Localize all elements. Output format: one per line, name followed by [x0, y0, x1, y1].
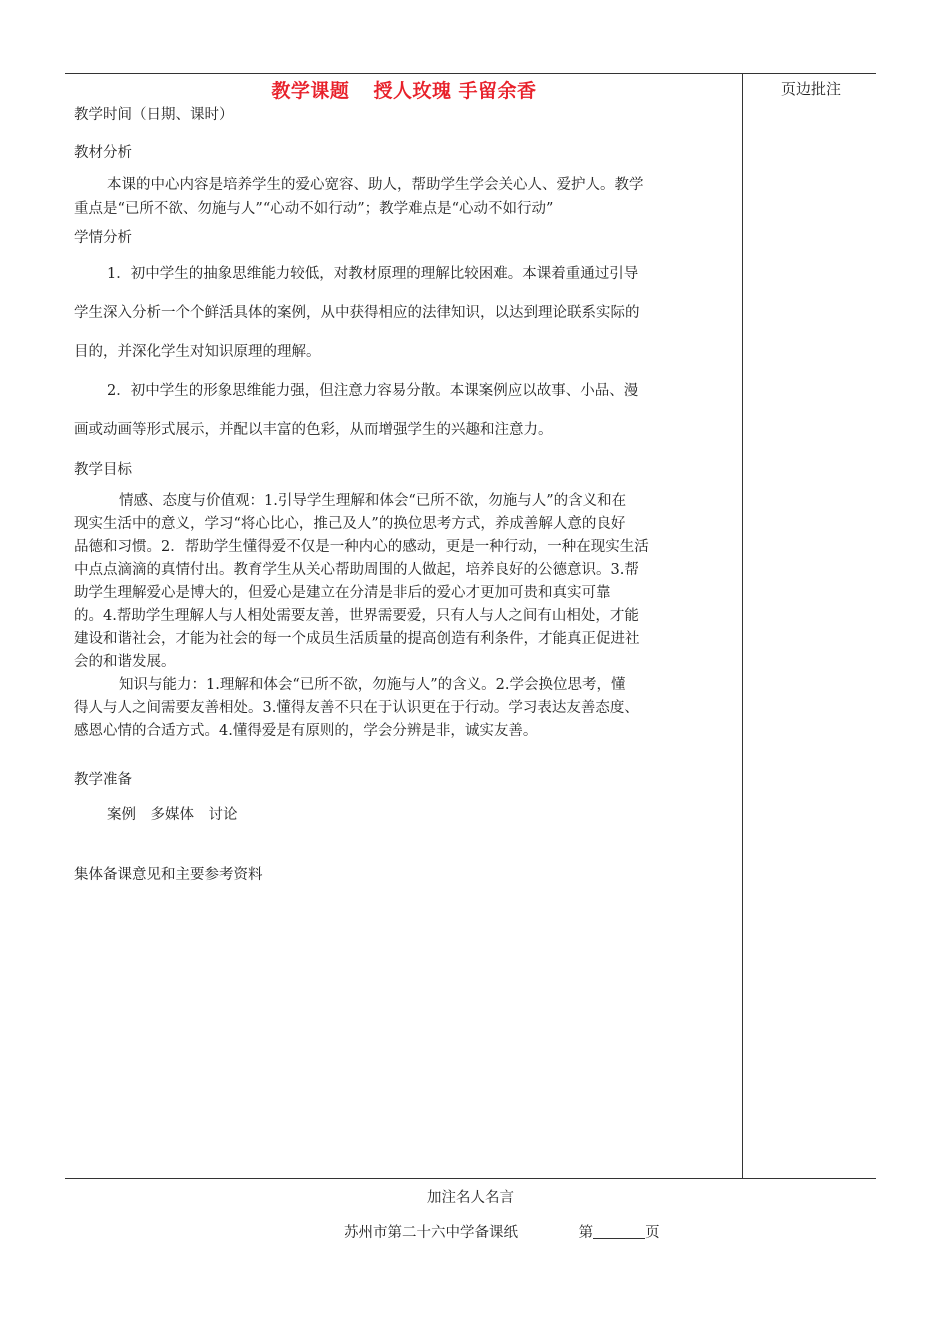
- goals-a-line-1: 情感、态度与价值观：1.引导学生理解和体会“已所不欲，勿施与人”的含义和在: [119, 493, 627, 509]
- goals-a-line-7: 建设和谐社会，才能为社会的每一个成员生活质量的提高创造有利条件，才能真正促进社: [74, 631, 640, 647]
- goals-a-line-8: 会的和谐发展。: [74, 654, 176, 670]
- goals-paragraph-attitude: [74, 490, 736, 743]
- famous-quote-label: 加注名人名言: [427, 1190, 514, 1206]
- material-line-1: 本课的中心内容是培养学生的爱心宽容、助人，帮助学生学会关心人、爱护人。教学: [107, 177, 644, 193]
- goals-a-line-3: 品德和习惯。2．帮助学生懂得爱不仅是一种内心的感动，更是一种行动，一种在现实生活: [74, 539, 649, 555]
- student-paragraph-2: [74, 372, 736, 450]
- goals-a-line-2: 现实生活中的意义，学习“将心比心，推己及人”的换位思考方式，养成善解人意的良好: [74, 516, 626, 532]
- student-2-line-2: 画或动画等形式展示，并配以丰富的色彩，从而增强学生的兴趣和注意力。: [74, 422, 553, 438]
- goals-b-line-3: 感恩心情的合适方式。4.懂得爱是有原则的，学会分辨是非，诚实友善。: [74, 723, 538, 739]
- material-line-2: 重点是“已所不欲、勿施与人”“心动不如行动”；教学难点是“心动不如行动”: [74, 201, 554, 217]
- goals-b-line-2: 得人与人之间需要友善相处。3.懂得友善不只在于认识更在于行动。学习表达友善态度、: [74, 700, 639, 716]
- student-label: 学情分析: [74, 230, 132, 246]
- lesson-title: [70, 76, 738, 103]
- student-1-line-3: 目的，并深化学生对知识原理的理解。: [74, 344, 321, 360]
- goals-a-line-5: 助学生理解爱心是博大的，但爱心是建立在分清是非后的爱心才更加可贵和真实可靠: [74, 585, 611, 601]
- page-suffix: 页: [645, 1225, 660, 1241]
- footer-line: [344, 1221, 660, 1242]
- prep-label: 教学准备: [74, 772, 132, 788]
- goals-label: 教学目标: [74, 462, 132, 478]
- goals-a-line-4: 中点点滴滴的真情付出。教育学生从关心帮助周围的人做起，培养良好的公德意识。3.帮: [74, 562, 639, 578]
- bottom-rule: [65, 1178, 876, 1179]
- collective-label: 集体备课意见和主要参考资料: [74, 867, 263, 883]
- student-paragraph-1: [74, 255, 736, 372]
- prep-items: 案例 多媒体 讨论: [107, 807, 238, 823]
- material-label: 教材分析: [74, 145, 132, 161]
- margin-divider: [742, 73, 743, 1178]
- page-number-blank: [593, 1224, 645, 1239]
- goals-b-line-1: 知识与能力：1.理解和体会“已所不欲，勿施与人”的含义。2.学会换位思考，懂: [119, 677, 626, 693]
- student-1-line-2: 学生深入分析一个个鲜活具体的案例，从中获得相应的法律知识，以达到理论联系实际的: [74, 305, 640, 321]
- page-prefix: 第: [578, 1225, 594, 1241]
- top-rule: [65, 73, 876, 74]
- margin-notes-heading: 页边批注: [780, 80, 841, 98]
- title-label: 教学课题: [271, 80, 350, 102]
- school-name: 苏州市第二十六中学备课纸: [344, 1225, 518, 1241]
- title-topic: 授人玫瑰 手留余香: [373, 80, 537, 102]
- student-1-line-1: 1．初中学生的抽象思维能力较低，对教材原理的理解比较困难。本课着重通过引导: [107, 266, 639, 282]
- material-paragraph: [74, 173, 736, 221]
- goals-a-line-6: 的。4.帮助学生理解人与人相处需要友善，世界需要爱，只有人与人之间有山相处，才能: [74, 608, 639, 624]
- time-label: 教学时间（日期、课时）: [74, 107, 234, 123]
- student-2-line-1: 2．初中学生的形象思维能力强，但注意力容易分散。本课案例应以故事、小品、漫: [107, 383, 639, 399]
